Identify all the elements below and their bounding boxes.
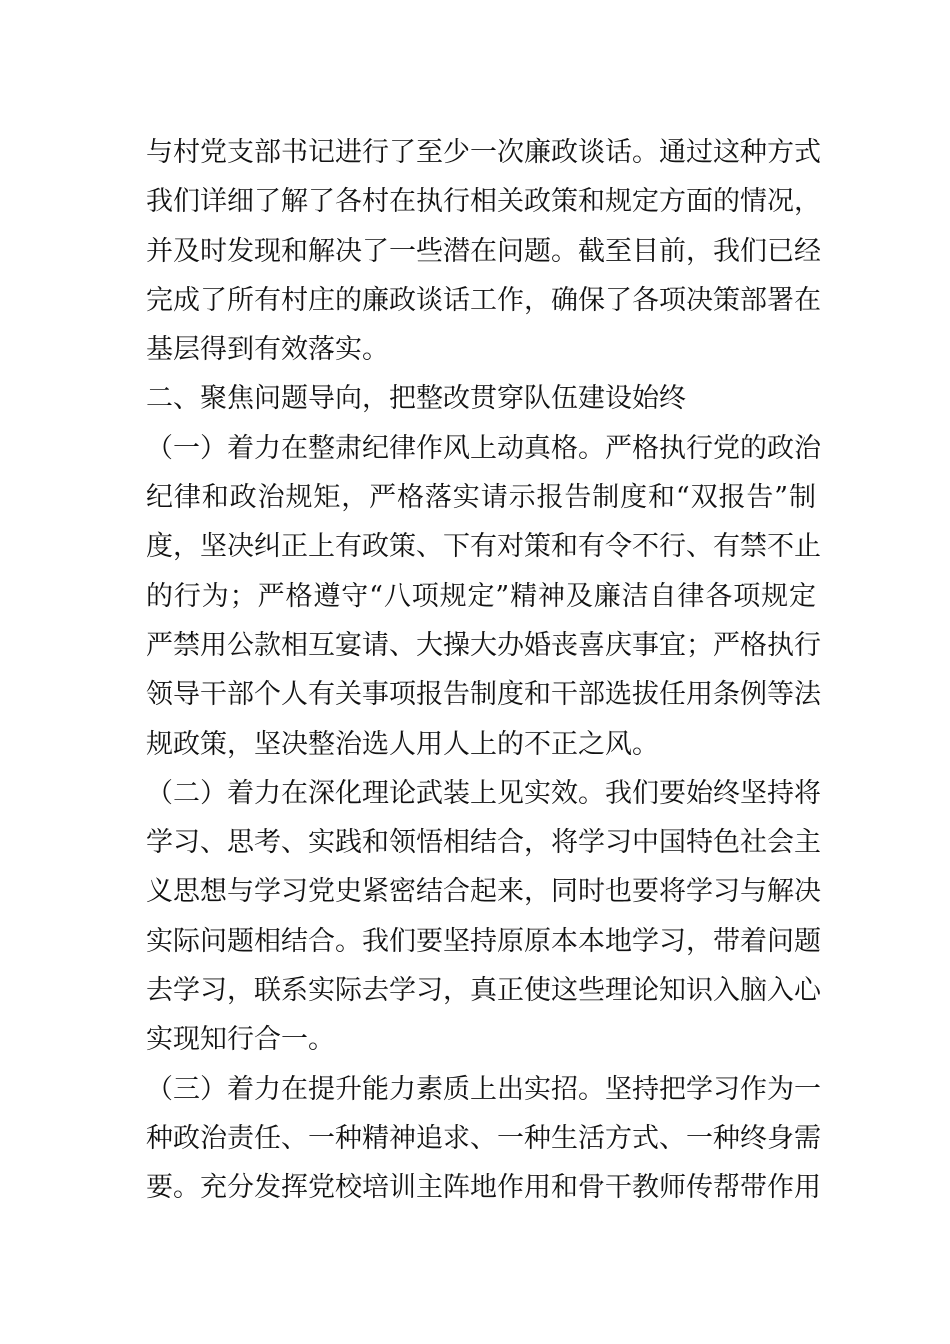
- text-line-2: 我们详细了解了各村在执行相关政策和规定方面的情况，: [146, 186, 821, 218]
- text-line-12: 领导干部个人有关事项报告制度和干部选拔任用条例等法: [146, 679, 821, 711]
- text-line-10: 的行为；严格遵守“八项规定”精神及廉洁自律各项规定: [146, 580, 816, 612]
- text-line-13: 规政策，坚决整治选人用人上的不正之风。: [146, 728, 659, 760]
- text-line-1: 与村党支部书记进行了至少一次廉政谈话。通过这种方式: [146, 137, 821, 168]
- text-line-3: 并及时发现和解决了一些潜在问题。截至目前，我们已经: [146, 235, 821, 267]
- text-line-5: 基层得到有效落实。: [146, 334, 389, 366]
- text-line-8: 纪律和政治规矩，严格落实请示报告制度和“双报告”制: [146, 482, 816, 514]
- text-line-11: 严禁用公款相互宴请、大操大办婚丧喜庆事宜；严格执行: [146, 629, 821, 661]
- text-line-9: 度，坚决纠正上有政策、下有对策和有令不行、有禁不止: [146, 531, 821, 563]
- text-line-4: 完成了所有村庄的廉政谈话工作，确保了各项决策部署在: [146, 284, 821, 316]
- text-line-22: 要。充分发挥党校培训主阵地作用和骨干教师传帮带作用: [146, 1172, 821, 1204]
- text-line-21: 种政治责任、一种精神追求、一种生活方式、一种终身需: [146, 1122, 821, 1154]
- text-line-14: （二）着力在深化理论武装上见实效。我们要始终坚持将: [146, 777, 821, 809]
- text-line-16: 义思想与学习党史紧密结合起来，同时也要将学习与解决: [146, 876, 821, 908]
- text-line-15: 学习、思考、实践和领悟相结合，将学习中国特色社会主: [146, 827, 821, 859]
- text-line-20: （三）着力在提升能力素质上出实招。坚持把学习作为一: [146, 1073, 821, 1105]
- text-line-17: 实际问题相结合。我们要坚持原原本本地学习，带着问题: [146, 925, 821, 957]
- text-line-19: 实现知行合一。: [146, 1024, 335, 1056]
- document-body: [146, 128, 821, 1213]
- text-line-18: 去学习，联系实际去学习，真正使这些理论知识入脑入心: [146, 975, 821, 1007]
- text-line-7: （一）着力在整肃纪律作风上动真格。严格执行党的政治: [146, 432, 821, 464]
- section-heading: 二、聚焦问题导向，把整改贯穿队伍建设始终: [146, 383, 686, 415]
